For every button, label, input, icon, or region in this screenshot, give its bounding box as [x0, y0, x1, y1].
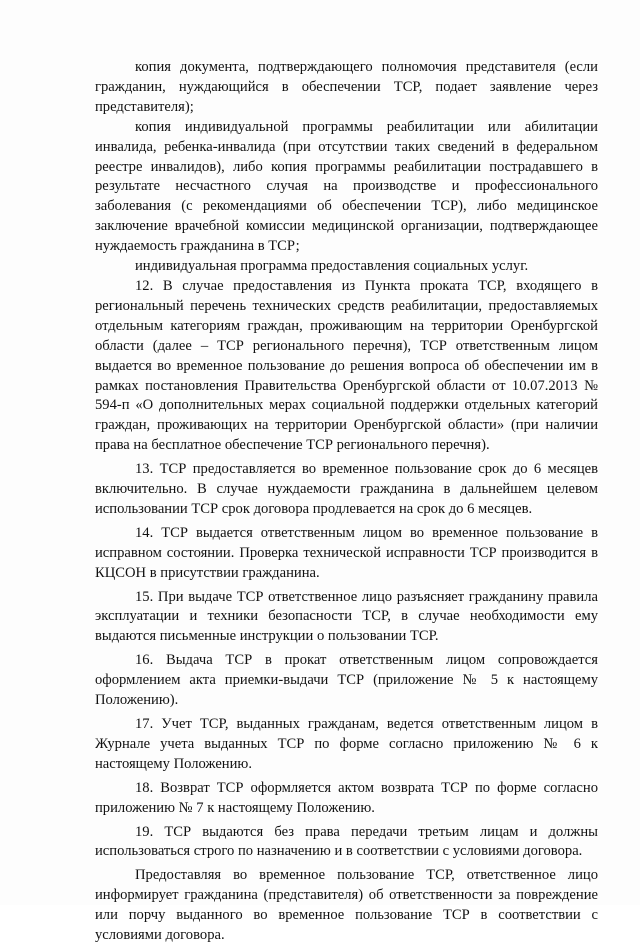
paragraph-item-13: 13. ТСР предоставляется во временное пользование срок до 6 месяцев включительно. В случае нуждаемости гражданина в дальнейшем целевом использовании ТСР срок договора продлевается на срок до 6 месяцев.	[95, 461, 598, 517]
paragraph-social-services-program: индивидуальная программа предоставления социальных услуг.	[135, 258, 529, 275]
paragraph-responsibility-notice: Предоставляя во временное пользование ТСР, ответственное лицо информирует гражданина (представителя) об ответственности за повреждение или порчу выданного во временное пользование ТСР в соответствии с условиями договора.	[95, 867, 598, 944]
paragraph-item-16: 16. Выдача ТСР в прокат ответственным лицом сопровождается оформлением акта приемки-выдачи ТСР (приложение № 5 к настоящему Положению).	[95, 652, 598, 709]
paragraph-item-15: 15. При выдаче ТСР ответственное лицо разъясняет гражданину правила эксплуатации и техники безопасности ТСР, в случае необходимости ему выдаются письменные инструкции о пользовании ТСР.	[95, 588, 598, 645]
document-body	[95, 58, 598, 946]
paragraph-representative-copy: копия документа, подтверждающего полномочия представителя (если гражданин, нуждающийся в обеспечении ТСР, подает заявление через представителя);	[95, 59, 598, 115]
paragraph-item-18: 18. Возврат ТСР оформляется актом возврата ТСР по форме согласно приложению № 7 к настоящему Положению.	[95, 779, 598, 816]
paragraph-item-19: 19. ТСР выдаются без права передачи третьим лицам и должны использоваться строго по назначению и в соответствии с условиями договора.	[95, 823, 598, 860]
paragraph-item-14: 14. ТСР выдается ответственным лицом во временное пользование в исправном состоянии. Проверка технической исправности ТСР производится в КЦСОН в присутствии гражданина.	[95, 524, 598, 581]
paragraph-rehabilitation-program-copy: копия индивидуальной программы реабилитации или абилитации инвалида, ребенка-инвалида (при отсутствии таких сведений в федеральном реестре инвалидов), либо копия программы реабилитации пострадавшего в результате несчастного случая на производстве и профессионального заболевания (с рекомендациями об обеспечении ТСР), либо медицинское заключение врачебной комиссии медицинской организации, подтверждающее нуждаемость гражданина в ТСР;	[95, 118, 598, 255]
paragraph-item-17: 17. Учет ТСР, выданных гражданам, ведется ответственным лицом в Журнале учета выданных ТСР по форме согласно приложению № 6 к настоящему Положению.	[95, 716, 598, 772]
paragraph-item-12: 12. В случае предоставления из Пункта проката ТСР, входящего в региональный перечень технических средств реабилитации, предоставляемых отдельным категориям граждан, проживающим на территории Оренбургской области (далее – ТСР регионального перечня), ТСР ответственным лицом выдается во временное пользование до решения вопроса об обеспечении им в рамках постановления Правительства Оренбургской области от 10.07.2013 № 594-п «О дополнительных мерах социальной поддержки отдельных категорий граждан, проживающих на территории Оренбургской области» (при наличии права на бесплатное обеспечение ТСР регионального перечня).	[95, 277, 598, 454]
